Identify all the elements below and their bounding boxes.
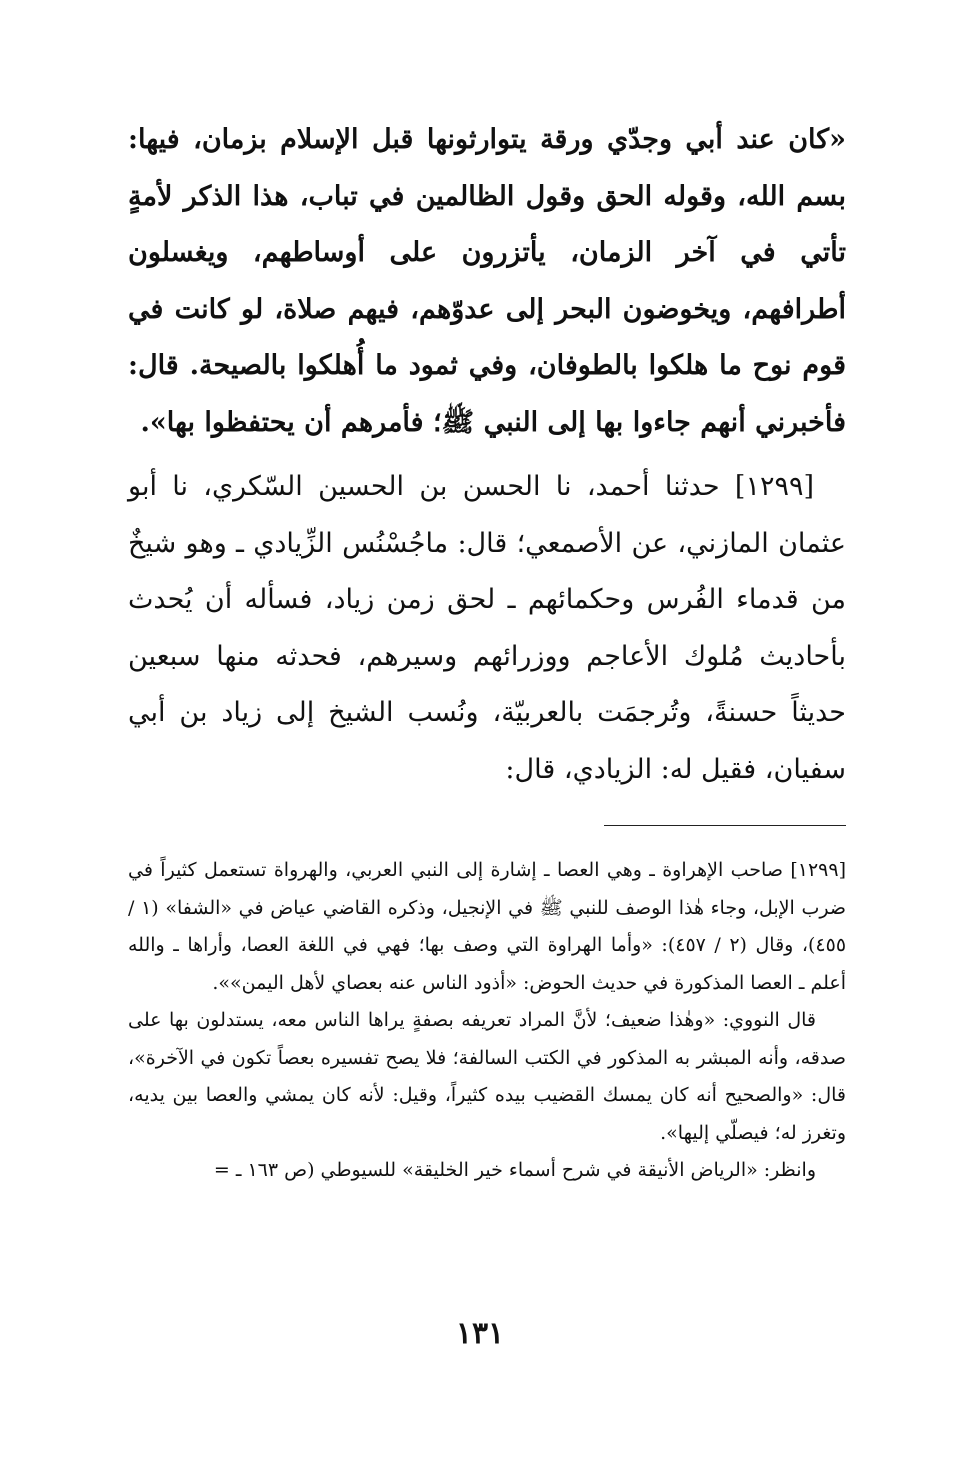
main-text (128, 112, 846, 798)
quoted-passage: «كان عند أبي وجدّي ورقة يتوارثونها قبل الإسلام بزمان، فيها: بسم الله، وقوله الحق وقول الظالمين في تباب، هذا الذكر لأمةٍ تأتي في آخر الزمان، يأتزرون على أوساطهم، ويغسلون أطرافهم، ويخوضون البحر إلى عدوّهم، فيهم صلاة، لو كانت في قوم نوح ما هلكوا بالطوفان، وفي ثمود ما أُهلكوا بالصيحة. قال: فأخبرني أنهم جاءوا بها إلى النبي ﷺ؛ فأمرهم أن يحتفظوا بها». (128, 124, 846, 438)
footnote-reference: وانظر: «الرياض الأنيقة في شرح أسماء خير الخليقة» للسيوطي (ص ١٦٣ ـ = (213, 1159, 816, 1181)
hadith-entry-1299: [١٢٩٩] حدثنا أحمد، نا الحسن بن الحسين السّكري، نا أبو عثمان المازني، عن الأصمعي؛ قال: ماجُسْنُس الزِّيادي ـ وهو شيخٌ من قدماء الفُرس وحكمائهم ـ لحق زمن زياد، فسأله أن يُحدث بأحاديث مُلوك الأعاجم ووزرائهم وسيرهم، فحدثه منها سبعين حديثاً حسنةً، وتُرجمَت بالعربيّة، ونُسب الشيخ إلى زياد بن أبي سفيان، فقيل له: الزيادي، قال: (128, 471, 846, 785)
footnote-separator (604, 825, 846, 826)
footnote-nawawi-quote: قال النووي: «وهٰذا ضعيف؛ لأنَّ المراد تعريفه بصفةٍ يراها الناس معه، يستدلون بها على صدقه، وأنه المبشر به المذكور في الكتب السالفة؛ فلا يصح تفسيره بعصاً تكون في الآخرة»، قال: «والصحيح أنه كان يمسك القضيب بيده كثيراً، وقيل: لأنه كان يمشي والعصا بين يديه، وتغرز له؛ فيصلّي إليها». (128, 1009, 846, 1144)
page-number: ١٣١ (455, 1316, 505, 1351)
footnotes (128, 852, 846, 1190)
footnote-1299: [١٢٩٩] صاحب الإهراوة ـ وهي العصا ـ إشارة إلى النبي العربي، والهرواة تستعمل كثيراً في ضرب الإبل، وجاء هٰذا الوصف للنبي ﷺ في الإنجيل، وذكره القاضي عياض في «الشفا» (١ / ٤٥٥)، وقال (٢ / ٤٥٧): «وأما الهراوة التي وصف بها؛ فهي في اللغة العصا، وأراها ـ والله أعلم ـ العصا المذكورة في حديث الحوض: «أذود الناس عنه بعصاي لأهل اليمن»». (128, 859, 847, 994)
